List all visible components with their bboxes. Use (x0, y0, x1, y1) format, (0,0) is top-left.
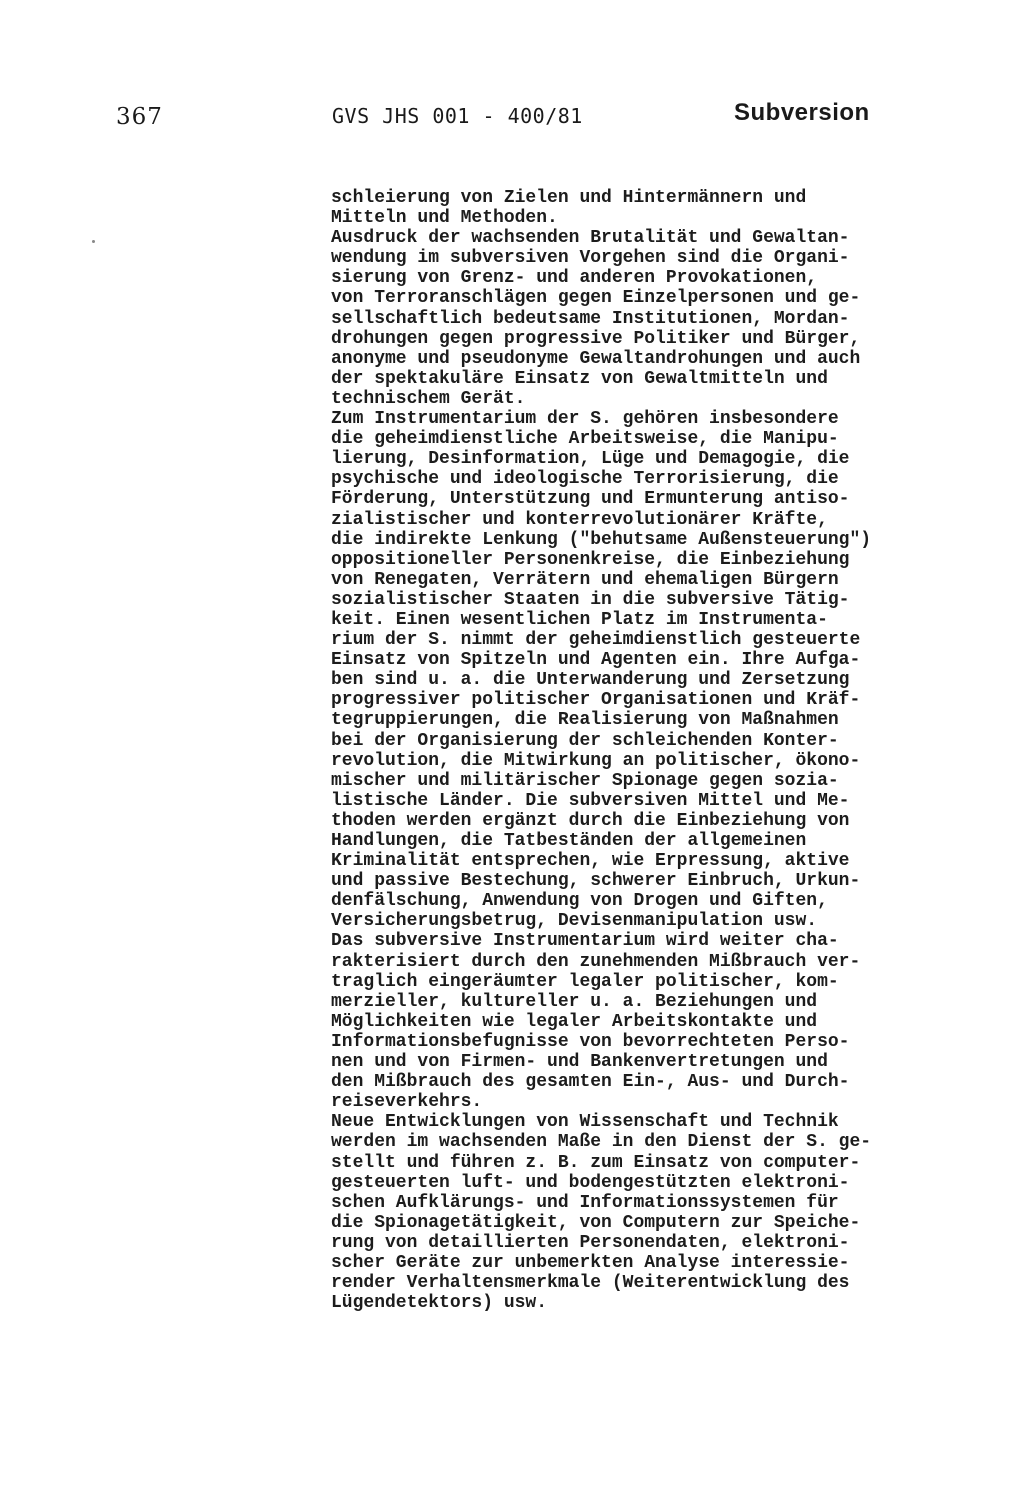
text-line: sierung von Grenz- und anderen Provokationen, (331, 268, 818, 289)
text-line: Kriminalität entsprechen, wie Erpressung, aktive (331, 851, 850, 872)
body-text (331, 188, 971, 1313)
text-line: Informationsbefugnisse von bevorrechteten Perso- (331, 1031, 850, 1052)
text-line: von Renegaten, Verrätern und ehemaligen Bürgern (331, 569, 839, 590)
text-line: Das subversive Instrumentarium wird weiter cha- (331, 931, 839, 952)
text-line: Handlungen, die Tatbeständen der allgemeinen (331, 831, 807, 851)
text-line: scher Geräte zur unbemerkten Analyse interessie- (331, 1252, 850, 1273)
text-line: Möglichkeiten wie legaler Arbeitskontakte und (331, 1011, 818, 1032)
text-line: von Terroranschlägen gegen Einzelpersonen und ge- (331, 288, 861, 309)
text-line: den Mißbrauch des gesamten Ein-, Aus- und Durch- (331, 1072, 850, 1093)
text-line: Lügendetektors) usw. (331, 1293, 548, 1314)
text-line: Einsatz von Spitzeln und Agenten ein. Ihre Aufga- (331, 650, 861, 671)
text-line: der spektakuläre Einsatz von Gewaltmitteln und (331, 368, 828, 389)
text-line: listische Länder. Die subversiven Mittel und Me- (331, 790, 850, 811)
document-code: GVS JHS 001 - 400/81 (332, 104, 583, 128)
text-line: Förderung, Unterstützung und Ermunterung antiso- (331, 489, 850, 510)
text-line: anonyme und pseudonyme Gewaltandrohungen und auch (331, 348, 861, 369)
text-line: lierung, Desinformation, Lüge und Demagogie, die (331, 449, 850, 470)
text-line: Ausdruck der wachsenden Brutalität und Gewaltan- (331, 228, 850, 249)
text-line: Zum Instrumentarium der S. gehören insbesondere (331, 409, 839, 430)
margin-mark (92, 240, 95, 243)
text-line: die Spionagetätigkeit, von Computern zur Speiche- (331, 1212, 861, 1233)
text-line: ben sind u. a. die Unterwanderung und Zersetzung (331, 670, 850, 691)
text-line: progressiver politischer Organisationen und Kräf- (331, 690, 861, 711)
text-line: drohungen gegen progressive Politiker und Bürger, (331, 328, 861, 349)
text-line: tegruppierungen, die Realisierung von Maßnahmen (331, 710, 839, 731)
text-line: sellschaftlich bedeutsame Institutionen, Mordan- (331, 308, 850, 329)
text-line: Neue Entwicklungen von Wissenschaft und Technik (331, 1112, 839, 1133)
text-line: Versicherungsbetrug, Devisenmanipulation usw. (331, 911, 818, 932)
text-line: zialistischer und konterrevolutionärer Kräfte, (331, 509, 828, 530)
text-line: wendung im subversiven Vorgehen sind die Organi- (331, 248, 850, 269)
text-line: revolution, die Mitwirkung an politischer, ökono- (331, 750, 861, 771)
page-number: 367 (116, 104, 163, 130)
text-line: stellt und führen z. B. zum Einsatz von computer- (331, 1152, 861, 1173)
text-line: keit. Einen wesentlichen Platz im Instrumenta- (331, 609, 828, 630)
text-line: psychische und ideologische Terrorisierung, die (331, 469, 839, 490)
text-line: werden im wachsenden Maße in den Dienst der S. ge- (331, 1132, 872, 1153)
text-line: die geheimdienstliche Arbeitsweise, die Manipu- (331, 429, 839, 450)
text-line: reiseverkehrs. (331, 1092, 483, 1113)
text-line: merzieller, kultureller u. a. Beziehungen und (331, 991, 818, 1012)
text-line: rung von detaillierten Personendaten, elektroni- (331, 1232, 850, 1253)
text-line: mischer und militärischer Spionage gegen sozia- (331, 770, 839, 791)
text-line: rium der S. nimmt der geheimdienstlich gesteuerte (331, 630, 861, 651)
text-line: oppositioneller Personenkreise, die Einbeziehung (331, 549, 850, 570)
text-line: technischem Gerät. (331, 388, 526, 409)
text-line: render Verhaltensmerkmale (Weiterentwicklung des (331, 1273, 850, 1294)
text-line: sozialistischer Staaten in die subversive Tätig- (331, 589, 850, 610)
text-line: rakterisiert durch den zunehmenden Mißbrauch ver- (331, 951, 861, 972)
text-line: Mitteln und Methoden. (331, 208, 558, 229)
text-line: die indirekte Lenkung ("behutsame Außensteuerung") (331, 529, 872, 550)
category-heading: Subversion (734, 99, 870, 126)
text-line: thoden werden ergänzt durch die Einbeziehung von (331, 810, 850, 831)
text-line: gesteuerten luft- und bodengestützten elektroni- (331, 1172, 850, 1193)
text-line: und passive Bestechung, schwerer Einbruch, Urkun- (331, 871, 861, 892)
text-line: traglich eingeräumter legaler politischer, kom- (331, 971, 839, 992)
text-line: nen und von Firmen- und Bankenvertretungen und (331, 1052, 828, 1073)
text-line: denfälschung, Anwendung von Drogen und Giften, (331, 891, 828, 912)
text-line: schen Aufklärungs- und Informationssystemen für (331, 1192, 839, 1213)
text-line: bei der Organisierung der schleichenden Konter- (331, 730, 839, 751)
text-line: schleierung von Zielen und Hintermännern und (331, 188, 807, 208)
